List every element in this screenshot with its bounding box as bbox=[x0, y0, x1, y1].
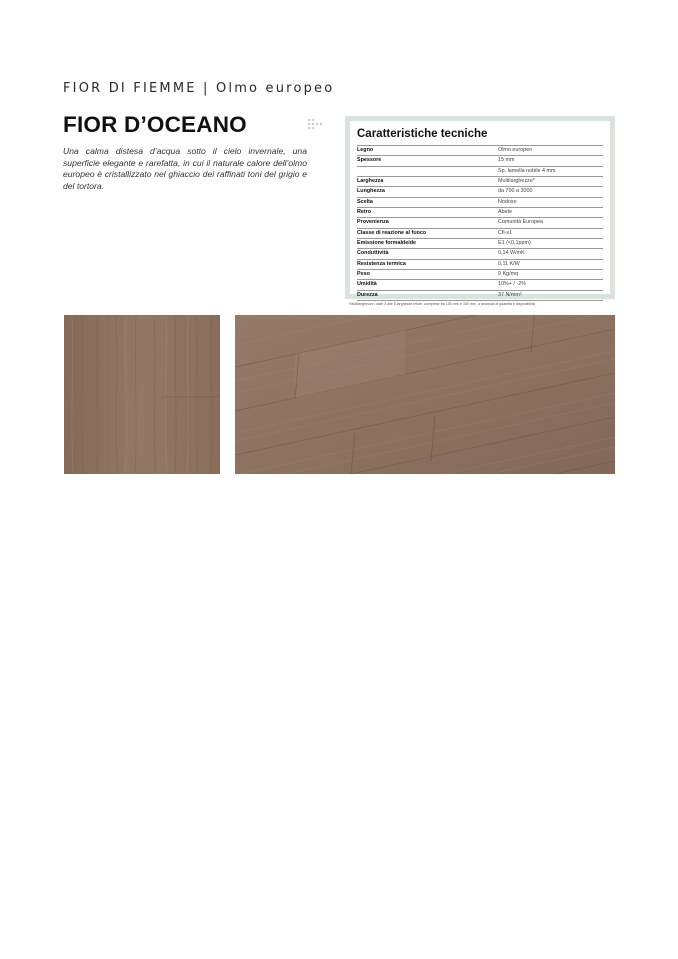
dots-icon bbox=[307, 118, 323, 132]
spec-label: Resistenza termica bbox=[357, 260, 406, 267]
product-description: Una calma distesa d’acqua sotto il cielo invernale, una superficie elegante e rarefatta, in cui il naturale calore dell’olmo europeo è cristallizzato nel ghiaccio dei raffinati toni del grigio e del tortora. bbox=[63, 146, 307, 191]
spec-row bbox=[357, 145, 603, 156]
spec-label: Durezza bbox=[357, 291, 378, 298]
spec-value: Multilarghezze* bbox=[498, 178, 535, 185]
collection-name: FIOR DI FIEMME bbox=[63, 81, 197, 96]
spec-value: E1 (<0,1ppm) bbox=[498, 240, 531, 247]
tech-specs-panel bbox=[345, 116, 615, 299]
spec-label: Legno bbox=[357, 147, 374, 153]
collection-header bbox=[63, 81, 334, 96]
spec-label: Umidità bbox=[357, 281, 377, 288]
spec-row bbox=[357, 177, 603, 187]
wood-type: Olmo europeo bbox=[215, 81, 335, 96]
product-title: FIOR D’OCEANO bbox=[63, 112, 247, 137]
spec-table bbox=[357, 145, 603, 301]
spec-label: Peso bbox=[357, 271, 370, 278]
spec-row bbox=[357, 198, 603, 208]
spec-label: Conduttività bbox=[357, 250, 389, 257]
spec-value: 0,14 W/mK bbox=[498, 250, 525, 257]
spec-value: 0,11 K/W bbox=[498, 260, 520, 267]
spec-row bbox=[357, 167, 603, 177]
spec-value: Sp. lamella nobile 4 mm bbox=[498, 167, 556, 174]
wood-sample-closeup bbox=[64, 315, 220, 474]
spec-label: Retro bbox=[357, 209, 372, 216]
spec-row bbox=[357, 239, 603, 249]
tech-specs-title: Caratteristiche tecniche bbox=[357, 128, 488, 140]
tech-specs-inner bbox=[350, 121, 610, 298]
wood-floor-photo bbox=[235, 315, 615, 474]
spec-label: Scelta bbox=[357, 198, 373, 205]
spec-row bbox=[357, 249, 603, 259]
spec-value: 9 Kg/mq bbox=[498, 271, 519, 278]
spec-label: Spessore bbox=[357, 157, 382, 164]
spec-value: da 700 a 3000 bbox=[498, 188, 533, 195]
spec-row bbox=[357, 270, 603, 280]
spec-row bbox=[357, 229, 603, 239]
spec-label: Emissione formaldeide bbox=[357, 240, 417, 247]
spec-row bbox=[357, 260, 603, 270]
spec-label: Larghezza bbox=[357, 178, 384, 185]
spec-footnote: *Multilarghezze: dalle 3 alle 5 larghezze miste, comprese fra 100 mm e 300 mm, a seconda di quantità e disponibilità bbox=[349, 302, 535, 306]
spec-row bbox=[357, 218, 603, 228]
spec-row bbox=[357, 280, 603, 290]
spec-value: Cfl-s1 bbox=[498, 229, 513, 236]
spec-label: Lunghezza bbox=[357, 188, 385, 195]
spec-row bbox=[357, 208, 603, 218]
spec-value: Nodoso bbox=[498, 198, 517, 205]
spec-label: Provenienza bbox=[357, 219, 389, 226]
spec-value: 37 N/mm² bbox=[498, 291, 522, 298]
header-separator: | bbox=[203, 81, 210, 96]
spec-value: 15 mm bbox=[498, 157, 515, 164]
spec-value: Comunità Europea bbox=[498, 219, 543, 226]
spec-label: Classe di reazione al fuoco bbox=[357, 229, 427, 236]
spec-value: Abete bbox=[498, 209, 513, 216]
spec-value: 10%+ / -2% bbox=[498, 281, 527, 288]
spec-label bbox=[357, 167, 498, 176]
spec-row bbox=[357, 156, 603, 166]
spec-value: Olmo europeo bbox=[498, 147, 533, 153]
spec-row bbox=[357, 291, 603, 301]
spec-row bbox=[357, 187, 603, 197]
